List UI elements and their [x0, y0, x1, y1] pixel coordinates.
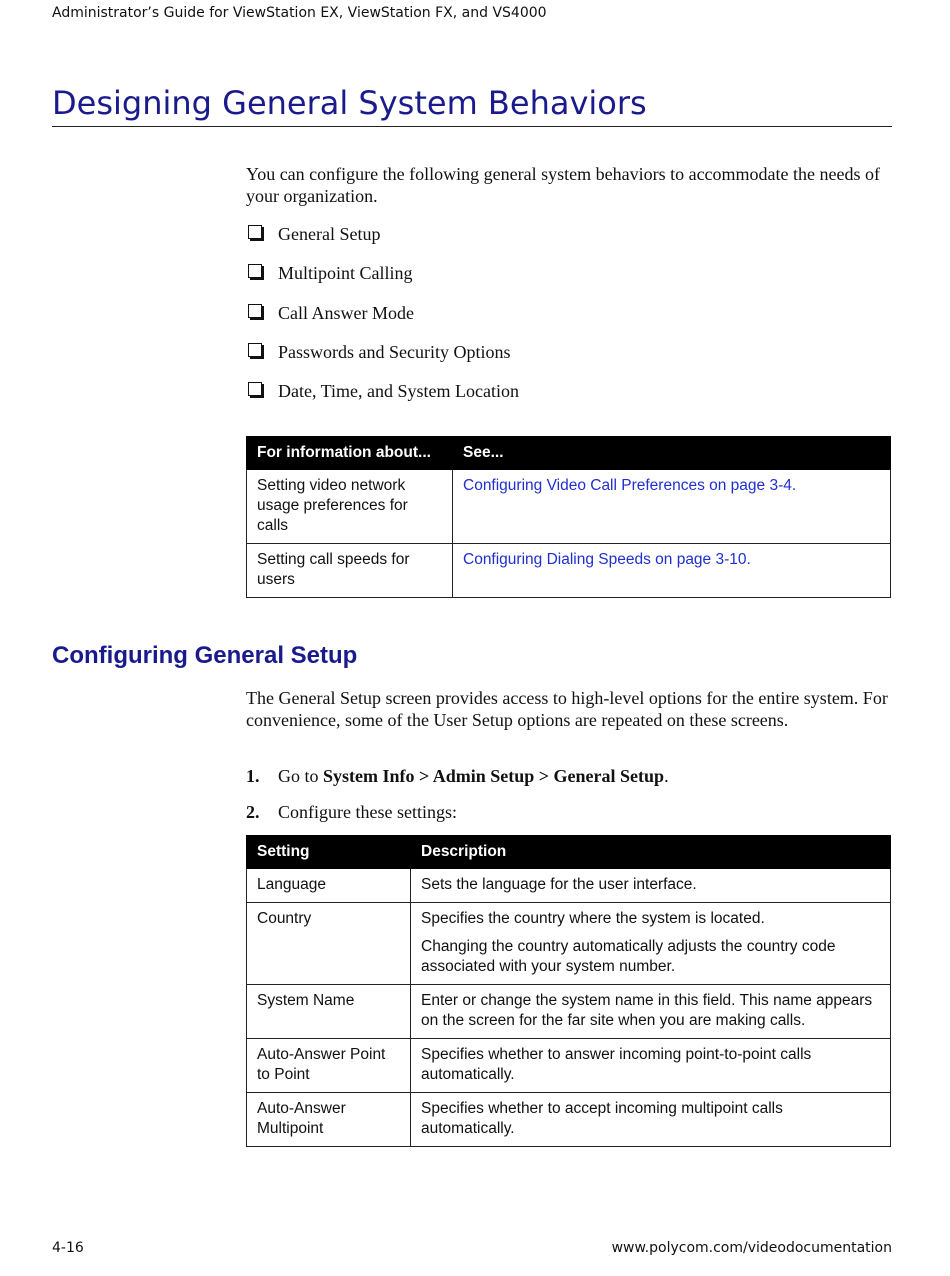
checklist-item	[246, 379, 891, 418]
checklist-item-label: Passwords and Security Options	[278, 341, 511, 362]
description-text: Sets the language for the user interface.	[421, 876, 697, 893]
step-text-suffix: .	[664, 766, 669, 786]
table-row	[247, 985, 891, 1039]
step-text: Configure these settings:	[278, 802, 457, 822]
description-cell	[411, 985, 891, 1039]
checklist-item-label: Call Answer Mode	[278, 302, 414, 323]
reference-table	[246, 436, 891, 598]
footer-url: www.polycom.com/videodocumentation	[611, 1240, 892, 1256]
checkbox-icon	[248, 264, 262, 278]
subsection-title: Configuring General Setup	[52, 642, 358, 669]
running-header: Administrator’s Guide for ViewStation EX, ViewStation FX, and VS4000	[52, 5, 547, 21]
checklist-item	[246, 340, 891, 379]
description-cell	[411, 903, 891, 985]
see-cell	[453, 544, 891, 598]
checklist-item	[246, 301, 891, 340]
table-header-row	[247, 836, 891, 869]
description-text: Enter or change the system name in this field. This name appears on the screen for the far site when you are making calls.	[421, 992, 873, 1029]
column-header: For information about...	[247, 437, 453, 470]
column-header: See...	[453, 437, 891, 470]
table-row	[247, 903, 891, 985]
description-text: Specifies the country where the system is located.	[421, 910, 765, 927]
setting-cell: System Name	[247, 985, 411, 1039]
step-number: 2.	[246, 802, 260, 822]
table-row	[247, 869, 891, 903]
checklist-item	[246, 222, 891, 261]
checkbox-icon	[248, 304, 262, 318]
settings-table	[246, 835, 891, 1147]
column-header: Setting	[247, 836, 411, 869]
procedure-steps	[246, 765, 891, 837]
cross-reference-link[interactable]: Configuring Dialing Speeds on page 3-10.	[463, 551, 751, 568]
intro-paragraph: You can configure the following general system behaviors to accommodate the needs of your organization.	[246, 164, 880, 206]
page-number: 4-16	[52, 1240, 84, 1256]
description-text: Specifies whether to accept incoming multipoint calls automatically.	[421, 1100, 783, 1137]
behavior-checklist	[246, 222, 891, 418]
step-text: Go to	[278, 766, 323, 786]
table-row	[247, 1093, 891, 1147]
setting-cell: Auto-Answer Point to Point	[247, 1039, 411, 1093]
step-item	[246, 801, 891, 837]
checkbox-icon	[248, 382, 262, 396]
description-text: Specifies whether to answer incoming point-to-point calls automatically.	[421, 1046, 812, 1083]
menu-path: System Info > Admin Setup > General Setup	[323, 766, 665, 786]
description-cell	[411, 1039, 891, 1093]
table-row	[247, 1039, 891, 1093]
topic-cell: Setting call speeds for users	[247, 544, 453, 598]
checkbox-icon	[248, 225, 262, 239]
description-cell	[411, 869, 891, 903]
checkbox-icon	[248, 343, 262, 357]
checklist-item-label: General Setup	[278, 224, 381, 244]
checklist-item	[246, 261, 891, 300]
topic-cell: Setting video network usage preferences for calls	[247, 470, 453, 544]
section-title: Designing General System Behaviors	[52, 84, 892, 127]
step-number: 1.	[246, 766, 260, 786]
cross-reference-link[interactable]: Configuring Video Call Preferences on page 3-4.	[463, 477, 797, 494]
step-item	[246, 765, 891, 801]
setting-cell: Country	[247, 903, 411, 985]
column-header: Description	[411, 836, 891, 869]
see-cell	[453, 470, 891, 544]
table-row	[247, 470, 891, 544]
table-row	[247, 544, 891, 598]
setup-paragraph: The General Setup screen provides access to high-level options for the entire system. For convenience, some of the User Setup options are repeated on these screens.	[246, 688, 888, 730]
description-cell	[411, 1093, 891, 1147]
checklist-item-label: Multipoint Calling	[278, 263, 413, 284]
setting-cell: Auto-Answer Multipoint	[247, 1093, 411, 1147]
table-header-row	[247, 437, 891, 470]
description-text: Changing the country automatically adjusts the country code associated with your system number.	[421, 938, 836, 975]
setting-cell: Language	[247, 869, 411, 903]
checklist-item-label: Date, Time, and System Location	[278, 381, 519, 402]
